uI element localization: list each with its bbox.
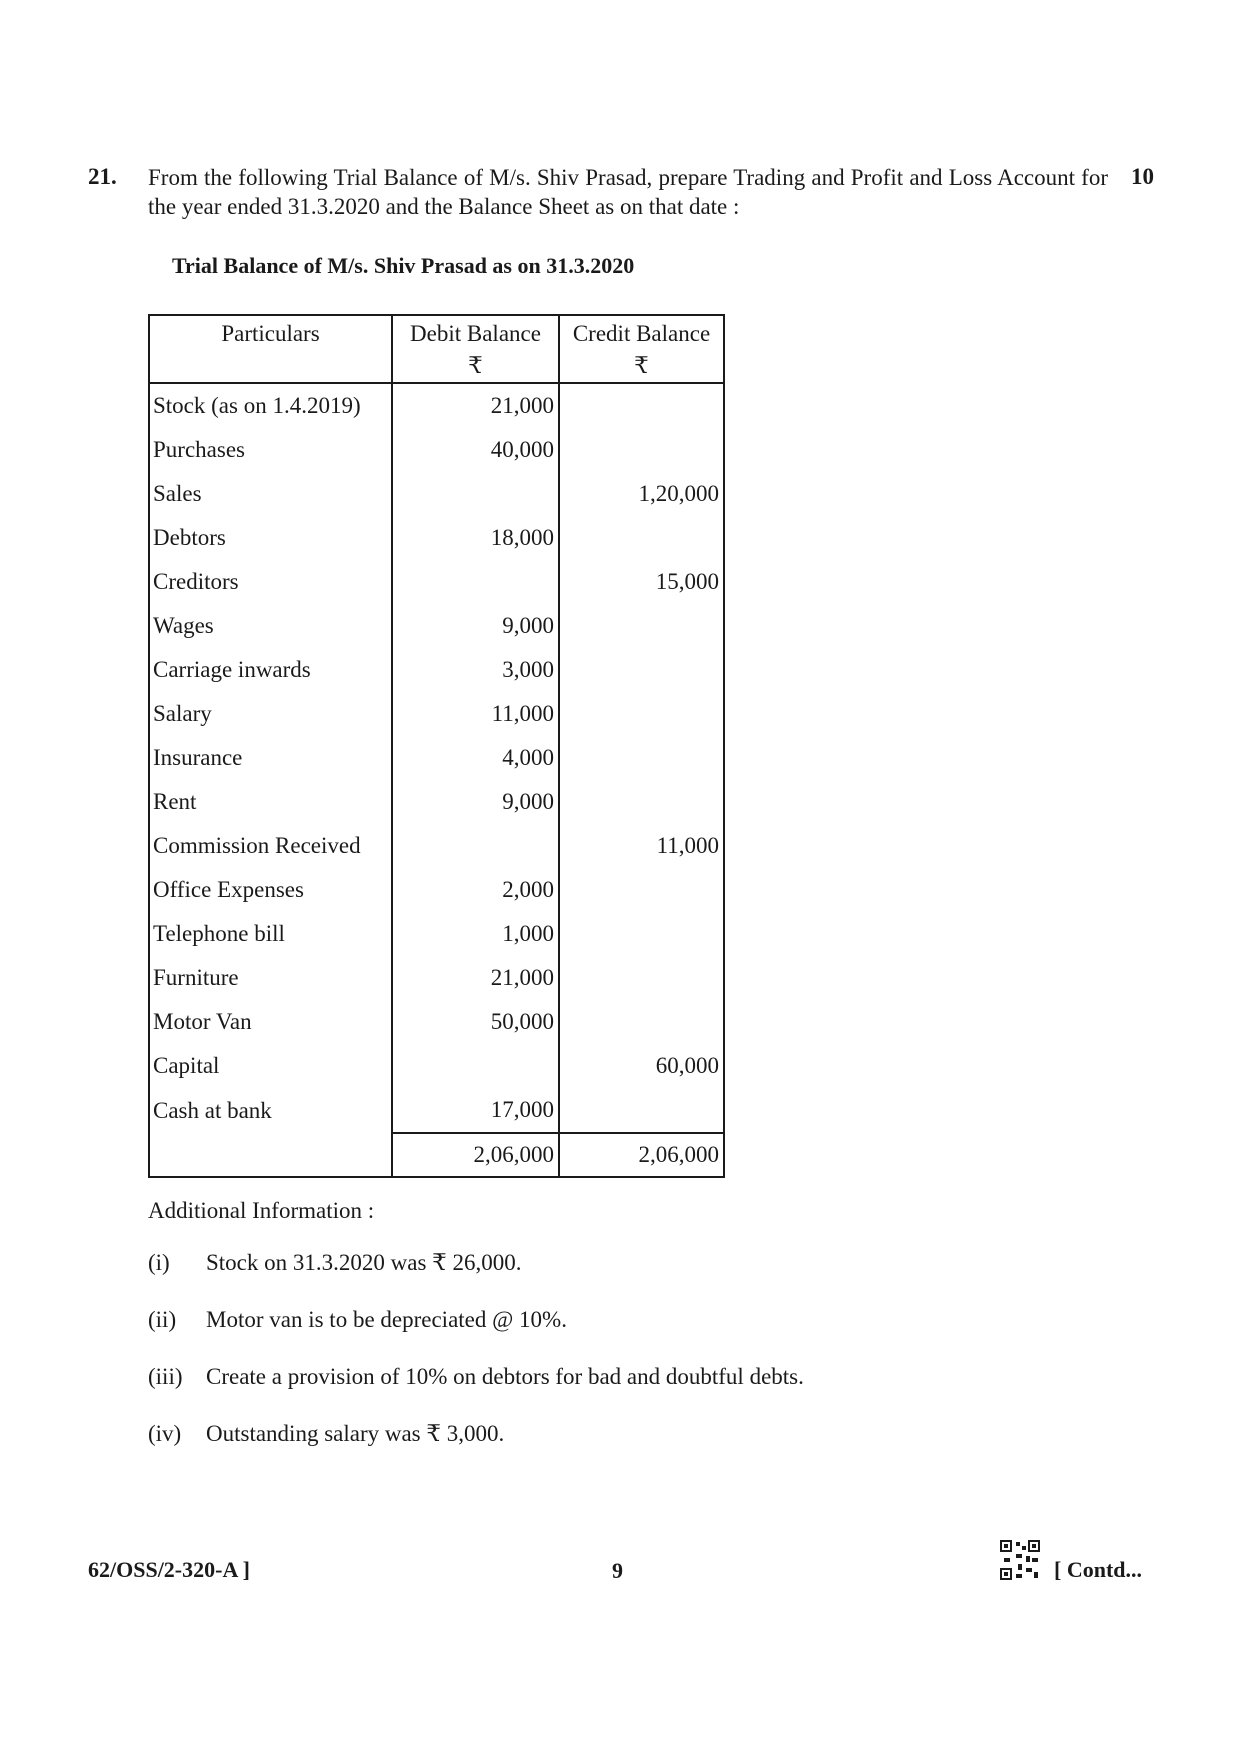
credit-cell	[559, 956, 724, 1000]
table-row	[149, 1044, 724, 1088]
particular-cell: Wages	[149, 604, 392, 648]
credit-cell	[559, 692, 724, 736]
debit-cell	[392, 1044, 559, 1088]
table-row	[149, 912, 724, 956]
credit-cell: 1,20,000	[559, 472, 724, 516]
list-item-text: Create a provision of 10% on debtors for bad and doubtful debts.	[206, 1364, 804, 1389]
trial-balance-table	[148, 314, 725, 1178]
particular-cell: Creditors	[149, 560, 392, 604]
particular-cell: Salary	[149, 692, 392, 736]
list-item-number: (ii)	[148, 1307, 177, 1332]
credit-cell: 15,000	[559, 560, 724, 604]
header-credit: Credit Balance ₹	[559, 315, 724, 383]
debit-cell: 9,000	[392, 604, 559, 648]
debit-cell: 18,000	[392, 516, 559, 560]
table-row	[149, 516, 724, 560]
table-row	[149, 1088, 724, 1133]
particular-cell: Capital	[149, 1044, 392, 1088]
credit-cell	[559, 428, 724, 472]
paper-code: 62/OSS/2-320-A ]	[88, 1557, 250, 1582]
table-row	[149, 956, 724, 1000]
debit-cell	[392, 824, 559, 868]
particular-cell: Stock (as on 1.4.2019)	[149, 383, 392, 428]
table-row	[149, 560, 724, 604]
page-number: 9	[612, 1558, 623, 1583]
trial-balance-title: Trial Balance of M/s. Shiv Prasad as on 31.3.2020	[172, 253, 635, 278]
debit-cell: 11,000	[392, 692, 559, 736]
table-row	[149, 428, 724, 472]
trial-balance-body	[149, 383, 724, 1133]
particular-cell: Telephone bill	[149, 912, 392, 956]
list-item	[148, 1250, 522, 1276]
list-item	[148, 1307, 567, 1333]
additional-info-heading: Additional Information :	[148, 1198, 375, 1223]
table-row	[149, 604, 724, 648]
rupee-symbol: ₹	[634, 353, 649, 378]
credit-cell	[559, 780, 724, 824]
header-debit: Debit Balance ₹	[392, 315, 559, 383]
credit-cell	[559, 1000, 724, 1044]
debit-cell	[392, 472, 559, 516]
table-row	[149, 383, 724, 428]
list-item-number: (iv)	[148, 1421, 182, 1446]
rupee-symbol: ₹	[468, 353, 483, 378]
list-item-text: Stock on 31.3.2020 was ₹ 26,000.	[206, 1250, 522, 1275]
debit-cell: 1,000	[392, 912, 559, 956]
list-item	[148, 1421, 504, 1447]
particular-cell: Commission Received	[149, 824, 392, 868]
debit-cell: 4,000	[392, 736, 559, 780]
table-row	[149, 824, 724, 868]
total-credit: 2,06,000	[559, 1133, 724, 1177]
debit-cell: 21,000	[392, 383, 559, 428]
particular-cell: Debtors	[149, 516, 392, 560]
particular-cell: Motor Van	[149, 1000, 392, 1044]
table-row	[149, 780, 724, 824]
table-row	[149, 472, 724, 516]
debit-cell: 9,000	[392, 780, 559, 824]
totals-row	[149, 1133, 724, 1177]
qr-code-icon	[1000, 1540, 1040, 1580]
particular-cell: Rent	[149, 780, 392, 824]
totals-label-cell	[149, 1133, 392, 1177]
credit-cell	[559, 912, 724, 956]
credit-cell: 60,000	[559, 1044, 724, 1088]
question-number: 21.	[88, 164, 117, 189]
particular-cell: Insurance	[149, 736, 392, 780]
debit-cell: 21,000	[392, 956, 559, 1000]
debit-cell: 40,000	[392, 428, 559, 472]
table-row	[149, 648, 724, 692]
credit-cell	[559, 1088, 724, 1133]
table-row	[149, 736, 724, 780]
continued-label: [ Contd...	[1054, 1557, 1143, 1582]
header-particulars: Particulars	[149, 315, 392, 383]
debit-cell: 2,000	[392, 868, 559, 912]
question-text: From the following Trial Balance of M/s. Shiv Prasad, prepare Trading and Profit and Loss Account for the year ended 31.3.2020 and the Balance Sheet as on that date :	[148, 165, 1108, 219]
list-item-number: (i)	[148, 1250, 170, 1275]
credit-cell	[559, 516, 724, 560]
particular-cell: Carriage inwards	[149, 648, 392, 692]
credit-cell	[559, 736, 724, 780]
list-item-number: (iii)	[148, 1364, 183, 1389]
credit-cell	[559, 604, 724, 648]
list-item-text: Motor van is to be depreciated @ 10%.	[206, 1307, 567, 1332]
table-row	[149, 692, 724, 736]
total-debit: 2,06,000	[392, 1133, 559, 1177]
particular-cell: Purchases	[149, 428, 392, 472]
table-row	[149, 868, 724, 912]
debit-cell	[392, 560, 559, 604]
list-item	[148, 1364, 804, 1390]
debit-cell: 17,000	[392, 1088, 559, 1133]
credit-cell: 11,000	[559, 824, 724, 868]
particular-cell: Cash at bank	[149, 1088, 392, 1133]
table-header-row	[149, 315, 724, 383]
credit-cell	[559, 648, 724, 692]
particular-cell: Office Expenses	[149, 868, 392, 912]
list-item-text: Outstanding salary was ₹ 3,000.	[206, 1421, 505, 1446]
credit-cell	[559, 868, 724, 912]
table-row	[149, 1000, 724, 1044]
particular-cell: Furniture	[149, 956, 392, 1000]
question-marks: 10	[1131, 164, 1154, 189]
debit-cell: 3,000	[392, 648, 559, 692]
credit-cell	[559, 383, 724, 428]
debit-cell: 50,000	[392, 1000, 559, 1044]
particular-cell: Sales	[149, 472, 392, 516]
